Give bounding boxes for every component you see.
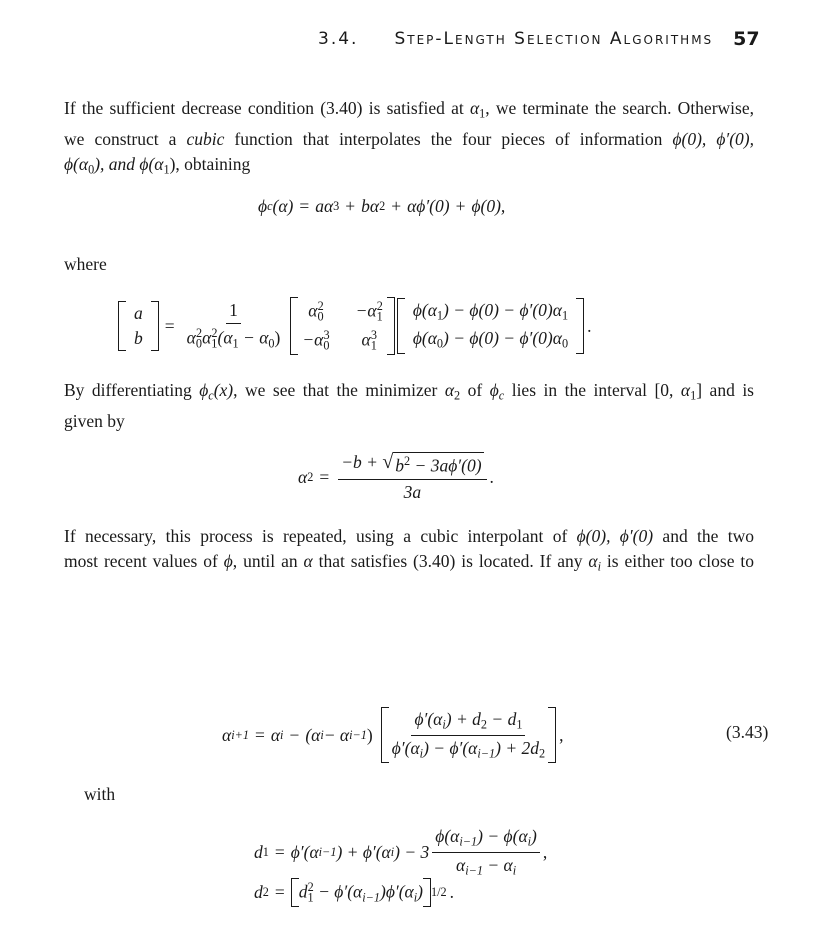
fraction: [432, 826, 540, 878]
paragraph-1: [64, 96, 754, 182]
math-fragment: i: [442, 717, 446, 732]
math-fragment: α: [222, 724, 232, 745]
math: ϕ(α: [64, 153, 89, 174]
exponent: 1/2: [430, 885, 447, 900]
math-fragment: that satisfies (3.40) is located. If any: [312, 551, 589, 571]
vector-row: [413, 300, 568, 324]
math: ϕ(0),: [471, 196, 506, 216]
emphasis: cubic: [186, 128, 225, 149]
math-fragment: i: [512, 863, 517, 878]
math-fragment: 1: [516, 717, 523, 732]
operator: =: [274, 841, 285, 862]
math-fragment: 0: [317, 309, 324, 323]
paragraph-line: [64, 549, 754, 580]
math-fragment: 3a: [403, 481, 422, 502]
math-fragment: c: [208, 388, 214, 403]
square-root: √ $b^2 - 3a\phi'(0)$: [382, 451, 482, 476]
math-fragment: i−1: [477, 746, 496, 761]
math-fragment: , we see that the minimizer: [233, 380, 445, 400]
text: where: [64, 254, 107, 274]
subscript: 2: [307, 469, 314, 484]
with-label: [84, 782, 774, 807]
vector-ab: [118, 303, 159, 349]
math-fragment: 2: [307, 880, 314, 894]
math-fragment: α: [361, 329, 371, 350]
math-fragment: α: [202, 328, 212, 349]
matrix-cell: [356, 299, 383, 324]
math-fragment: d: [254, 882, 263, 903]
subscript: c: [267, 199, 273, 213]
text: we construct a: [64, 128, 187, 149]
punctuation: ,: [559, 724, 564, 745]
math-fragment: ) − ϕ(α: [477, 826, 528, 846]
matrix-cell: [302, 328, 329, 353]
math-fragment: α: [270, 724, 281, 745]
equation-d2: [254, 880, 454, 905]
fraction: [338, 452, 486, 503]
math-fragment: 0: [436, 336, 444, 351]
paragraph-line: [64, 524, 754, 549]
punctuation: ,: [542, 841, 548, 862]
math-fragment: d: [254, 841, 263, 862]
math-fragment: (α: [217, 328, 233, 349]
math-fragment: i: [390, 844, 395, 859]
math-fragment: i: [527, 834, 532, 849]
math-fragment: ϕ(α: [412, 328, 437, 348]
subscript: 1: [163, 162, 170, 177]
math-fragment: i: [597, 559, 601, 574]
math-fragment: ): [274, 328, 281, 349]
math-fragment: b: [395, 455, 405, 476]
math: a: [134, 303, 143, 323]
math-fragment: ϕ: [489, 380, 499, 400]
punctuation: .: [449, 882, 455, 903]
denominator: [453, 853, 519, 879]
math-fragment: (3.43): [726, 722, 769, 742]
paragraph-line: [64, 96, 754, 127]
math-fragment: α: [303, 551, 313, 571]
math-fragment: ): [531, 826, 537, 846]
math-fragment: 1: [232, 336, 239, 351]
math-fragment: 2: [262, 885, 269, 900]
math-fragment: i: [413, 890, 418, 905]
operator: =: [274, 882, 285, 903]
math-fragment: ϕ(0), ϕ′(0): [576, 526, 654, 546]
denominator: [389, 736, 548, 762]
math-fragment: α: [444, 380, 454, 400]
math-fragment: most recent values of: [64, 551, 224, 571]
math-fragment: ) − ϕ′(α: [423, 737, 478, 758]
operator: +: [455, 196, 466, 216]
math-fragment: 2: [376, 298, 383, 313]
math-fragment: 1: [370, 338, 377, 353]
math-fragment: ) − ϕ(0) − ϕ′(0)α: [443, 300, 562, 321]
text: If the sufficient decrease condition (3.40) is satisfied at: [64, 98, 470, 118]
fraction: [184, 300, 284, 351]
math-fragment: α: [456, 854, 466, 875]
math-fragment: − α: [323, 724, 350, 745]
fraction: [389, 709, 548, 761]
math-fragment: − α: [483, 854, 513, 875]
section-title: Step-Length Selection Algorithms: [394, 29, 714, 49]
equation-number: [726, 722, 768, 743]
page-number: 57: [733, 28, 760, 50]
math-fragment: ϕ′(α: [290, 841, 319, 862]
rhs-vector: [397, 300, 584, 351]
math-fragment: 2: [211, 326, 218, 341]
operator: =: [254, 724, 265, 745]
math-fragment: (x): [213, 380, 234, 400]
math-fragment: i: [419, 746, 424, 761]
math-fragment: )ϕ′(α: [380, 881, 414, 902]
punctuation: .: [587, 315, 592, 336]
math: bα: [361, 196, 380, 216]
math-fragment: i−1: [362, 890, 381, 905]
math-fragment: If necessary, this process is repeated, using a cubic interpolant of: [64, 526, 577, 546]
math-fragment: ): [366, 724, 373, 745]
math-fragment: 1: [376, 309, 383, 323]
matrix-cell: [302, 299, 329, 324]
math-fragment: and the two: [653, 526, 754, 546]
equation-3-43: [222, 710, 564, 760]
matrix-cell: [356, 328, 383, 353]
bracket: [291, 880, 431, 905]
math-fragment: 2: [480, 717, 488, 732]
operator: −: [289, 724, 300, 745]
operator: +: [391, 196, 402, 216]
math-fragment: ϕ: [199, 380, 209, 400]
math-fragment: , until an: [232, 551, 304, 571]
math-fragment: 0: [268, 336, 275, 351]
where-label: [64, 252, 754, 277]
math-fragment: 2: [404, 454, 411, 468]
math-fragment: ) + ϕ′(α: [336, 841, 391, 862]
math-fragment: 2: [195, 326, 203, 341]
running-header: [318, 24, 798, 54]
math-fragment: 2: [539, 746, 546, 761]
math-fragment: i: [280, 727, 284, 742]
math: b: [134, 328, 143, 348]
math-fragment: ) + 2d: [495, 737, 540, 758]
math-fragment: ϕ(α: [412, 300, 437, 321]
math-fragment: α: [186, 328, 196, 349]
math-fragment: lies in the interval [0,: [504, 380, 681, 400]
math-fragment: ϕ′(α: [391, 737, 420, 758]
math-fragment: − d: [487, 708, 517, 729]
math: (α): [272, 196, 294, 216]
math-fragment: By differentiating: [64, 380, 200, 400]
subscript: 1: [479, 106, 486, 121]
math-fragment: α: [588, 551, 598, 571]
paragraph-line: [64, 127, 754, 152]
math-fragment: 1: [211, 336, 218, 351]
math: ), and ϕ(α: [94, 153, 164, 174]
math: ϕ(0), ϕ′(0),: [672, 128, 755, 149]
math: α: [469, 98, 480, 118]
math-fragment: 2: [454, 388, 461, 403]
paragraph-line: given by: [64, 410, 125, 431]
math: αϕ′(0): [407, 196, 450, 216]
math-fragment: ϕ′(α: [414, 708, 443, 729]
numerator: [338, 452, 486, 480]
math-fragment: −α: [302, 329, 324, 350]
text: with: [84, 784, 116, 804]
math-fragment: 0: [323, 338, 330, 353]
denominator: [401, 480, 425, 503]
bracket-fraction: [381, 709, 556, 761]
math-fragment: 1: [262, 844, 269, 859]
math-fragment: 0: [195, 336, 202, 351]
subscript: 0: [88, 162, 95, 177]
operator: =: [164, 315, 175, 336]
math-fragment: 3: [323, 328, 330, 342]
math-fragment: − 3aϕ′(0): [410, 455, 482, 476]
section-number: 3.4.: [318, 29, 359, 49]
math-fragment: α: [680, 380, 691, 400]
paragraph-2: [64, 378, 754, 434]
superscript: 2: [379, 199, 386, 213]
text: function that interpolates the four pieces of information: [224, 128, 673, 149]
math-fragment: ) − 3: [394, 841, 430, 862]
math-fragment: 1: [307, 890, 314, 905]
math-fragment: − ϕ′(α: [313, 881, 363, 902]
paragraph-3: [64, 524, 754, 580]
math-fragment: i+1: [231, 727, 249, 742]
math-fragment: −α: [355, 300, 377, 321]
math-fragment: c: [498, 388, 505, 403]
numerator: 1: [226, 300, 241, 324]
math-fragment: α: [308, 300, 318, 321]
math-fragment: ): [417, 881, 423, 902]
math: α: [298, 466, 308, 487]
math-fragment: (α: [305, 724, 321, 745]
operator: =: [299, 196, 310, 216]
math-fragment: i−1: [465, 863, 483, 878]
math-fragment: i−1: [349, 727, 367, 742]
math-fragment: −b +: [341, 452, 378, 472]
math-fragment: of: [460, 380, 490, 400]
vector-row: [413, 328, 568, 352]
math-fragment: 1: [436, 309, 444, 323]
math-fragment: i−1: [459, 834, 478, 849]
math-fragment: 1: [690, 388, 697, 403]
math-fragment: ϕ: [223, 551, 233, 571]
math-fragment: is either too close to: [600, 551, 754, 571]
operator: =: [319, 466, 330, 487]
numerator: [411, 709, 525, 736]
math-fragment: 1: [561, 309, 569, 323]
superscript: 3: [333, 199, 340, 213]
math-fragment: 0: [561, 336, 569, 351]
paragraph-line: [64, 152, 754, 183]
denominator: [184, 324, 284, 351]
math-fragment: 2: [317, 298, 324, 313]
math-fragment: d: [298, 881, 308, 902]
equation-d1: [254, 826, 547, 878]
text: ), obtaining: [169, 153, 251, 174]
paragraph-line: [64, 378, 754, 409]
equation-matrix: [118, 296, 591, 356]
equation-alpha2: [298, 452, 494, 503]
punctuation: .: [489, 466, 494, 487]
math: aα: [315, 196, 334, 216]
math: ϕ: [258, 196, 268, 216]
math-fragment: ) − ϕ(0) − ϕ′(0)α: [443, 328, 562, 348]
math-fragment: ) + d: [445, 708, 481, 729]
math-fragment: ] and is: [696, 380, 754, 400]
numerator: [432, 826, 540, 853]
math-fragment: − α: [238, 328, 269, 349]
operator: +: [345, 196, 356, 216]
math-fragment: i−1: [318, 844, 337, 859]
matrix-2x2: [290, 299, 395, 354]
text: , we terminate the search. Otherwise,: [485, 98, 754, 118]
equation-phi-c: [258, 196, 505, 217]
math-fragment: ϕ(α: [435, 826, 460, 846]
math-fragment: i: [320, 727, 324, 742]
math-fragment: 3: [370, 328, 377, 342]
